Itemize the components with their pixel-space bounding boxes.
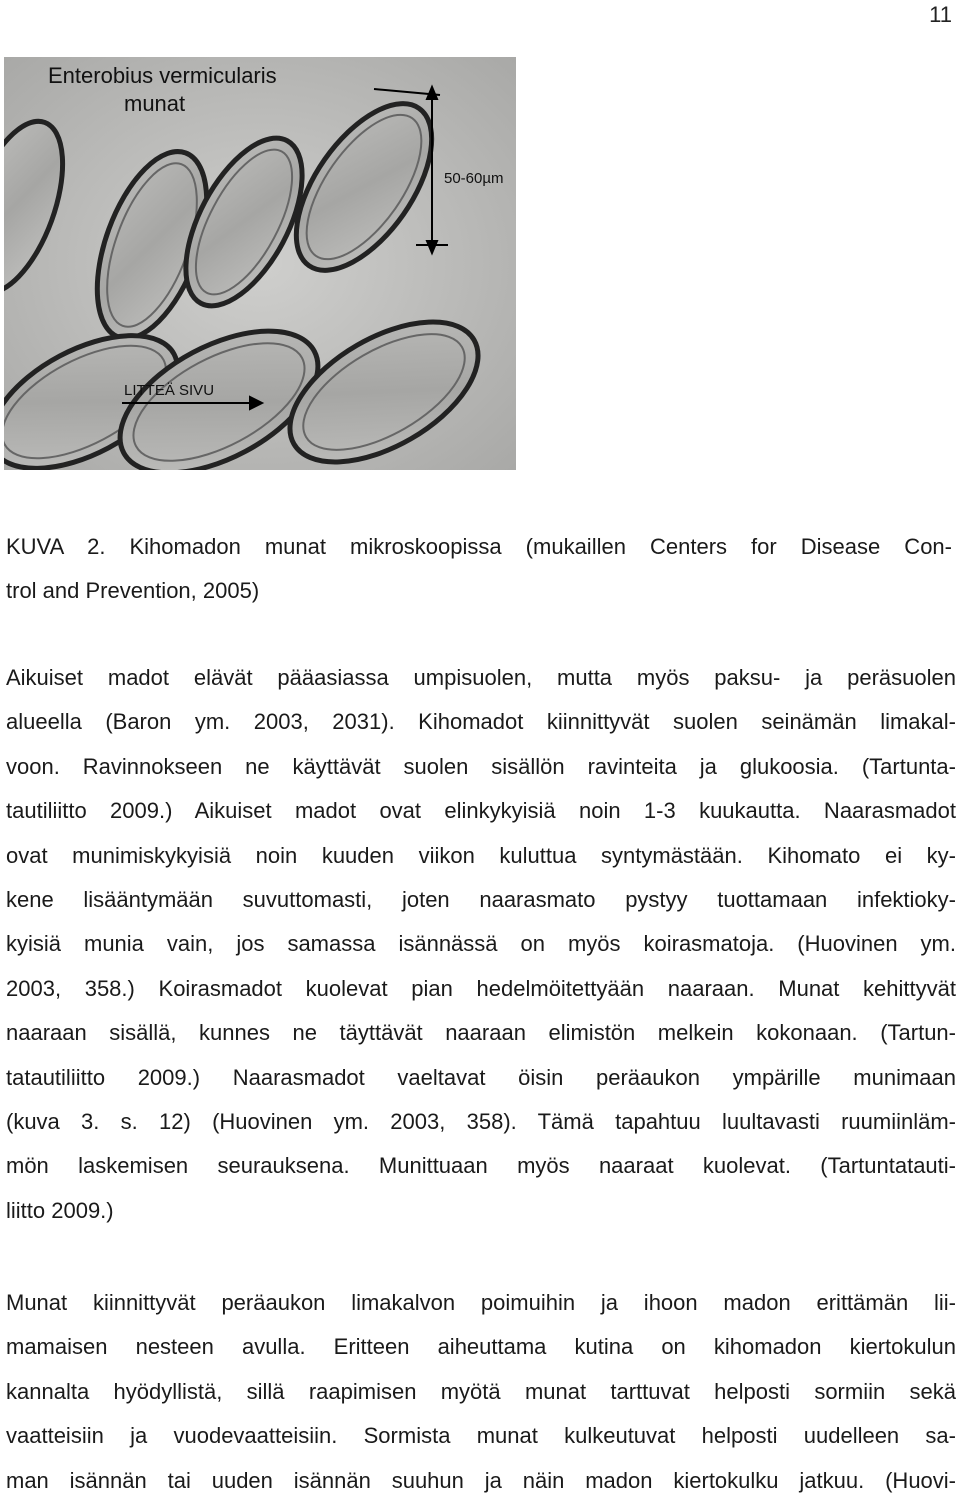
figure-title-line1: Enterobius vermicularis (48, 63, 277, 88)
caption-line: trol and Prevention, 2005) (6, 578, 260, 603)
paragraph-line: ovat munimiskykyisiä noin kuuden viikon kuluttua syntymästään. Kihomato ei ky- (6, 842, 956, 868)
paragraph-line: alueella (Baron ym. 2003, 2031). Kihomadot kiinnittyvät suolen seinämän limakal- (6, 709, 956, 735)
paragraph-line: naaraan sisällä, kunnes ne täyttävät naaraan elimistön melkein kokonaan. (Tartun- (6, 1020, 956, 1046)
paragraph-line: kene lisääntymään suvuttomasti, joten naarasmato pystyy tuottamaan infektioky- (6, 887, 956, 913)
paragraph-line: 2003, 358.) Koirasmadot kuolevat pian hedelmöitettyään naaraan. Munat kehittyvät (6, 975, 956, 1001)
scale-label: 50-60µm (444, 170, 504, 187)
paragraph-line: kannalta hyödyllistä, sillä raapimisen myötä munat tarttuvat helposti sormiin sekä (6, 1378, 956, 1404)
page-number: 11 (929, 2, 952, 27)
paragraph-line: voon. Ravinnokseen ne käyttävät suolen sisällön ravinteita ja glukoosia. (Tartunta- (6, 753, 956, 779)
paragraph-line: liitto 2009.) (6, 1197, 114, 1223)
micrograph-figure (4, 57, 516, 470)
paragraph-line: (kuva 3. s. 12) (Huovinen ym. 2003, 358). Tämä tapahtuu luultavasti ruumiinläm- (6, 1109, 956, 1135)
body-paragraph-2 (6, 1281, 956, 1503)
paragraph-line: kyisiä munia vain, jos samassa isännässä on myös koirasmatoja. (Huovinen ym. (6, 931, 956, 957)
paragraph-line: Munat kiinnittyvät peräaukon limakalvon poimuihin ja ihoon madon erittämän lii- (6, 1290, 956, 1315)
paragraph-line: Aikuiset madot elävät pääasiassa umpisuolen, mutta myös paksu- ja peräsuolen (6, 665, 956, 690)
paragraph-line: man isännän tai uuden isännän suuhun ja näin madon kiertokulku jatkuu. (Huovi- (6, 1467, 956, 1493)
caption-line: KUVA 2. Kihomadon munat mikroskoopissa (mukaillen Centers for Disease Con- (6, 534, 952, 559)
paragraph-line: tautiliitto 2009.) Aikuiset madot ovat elinkykyisiä noin 1-3 kuukautta. Naarasmadot (6, 798, 956, 824)
body-paragraph-1 (6, 656, 956, 1233)
egg-micrograph (4, 57, 516, 470)
paragraph-line: mamaisen nesteen avulla. Eritteen aiheuttama kutina on kihomadon kiertokulun (6, 1334, 956, 1360)
paragraph-line: vaatteisiin ja vuodevaatteisiin. Sormista munat kulkeutuvat helposti uudelleen sa- (6, 1423, 956, 1449)
figure-title-line2: munat (124, 91, 186, 116)
paragraph-line: mön laskemisen seurauksena. Munittuaan myös naaraat kuolevat. (Tartuntatauti- (6, 1153, 956, 1179)
figure-caption (6, 525, 952, 613)
paragraph-line: tatautiliitto 2009.) Naarasmadot vaeltavat öisin peräaukon ympärille munimaan (6, 1064, 956, 1090)
side-label: LITTEÄ SIVU (124, 382, 215, 399)
